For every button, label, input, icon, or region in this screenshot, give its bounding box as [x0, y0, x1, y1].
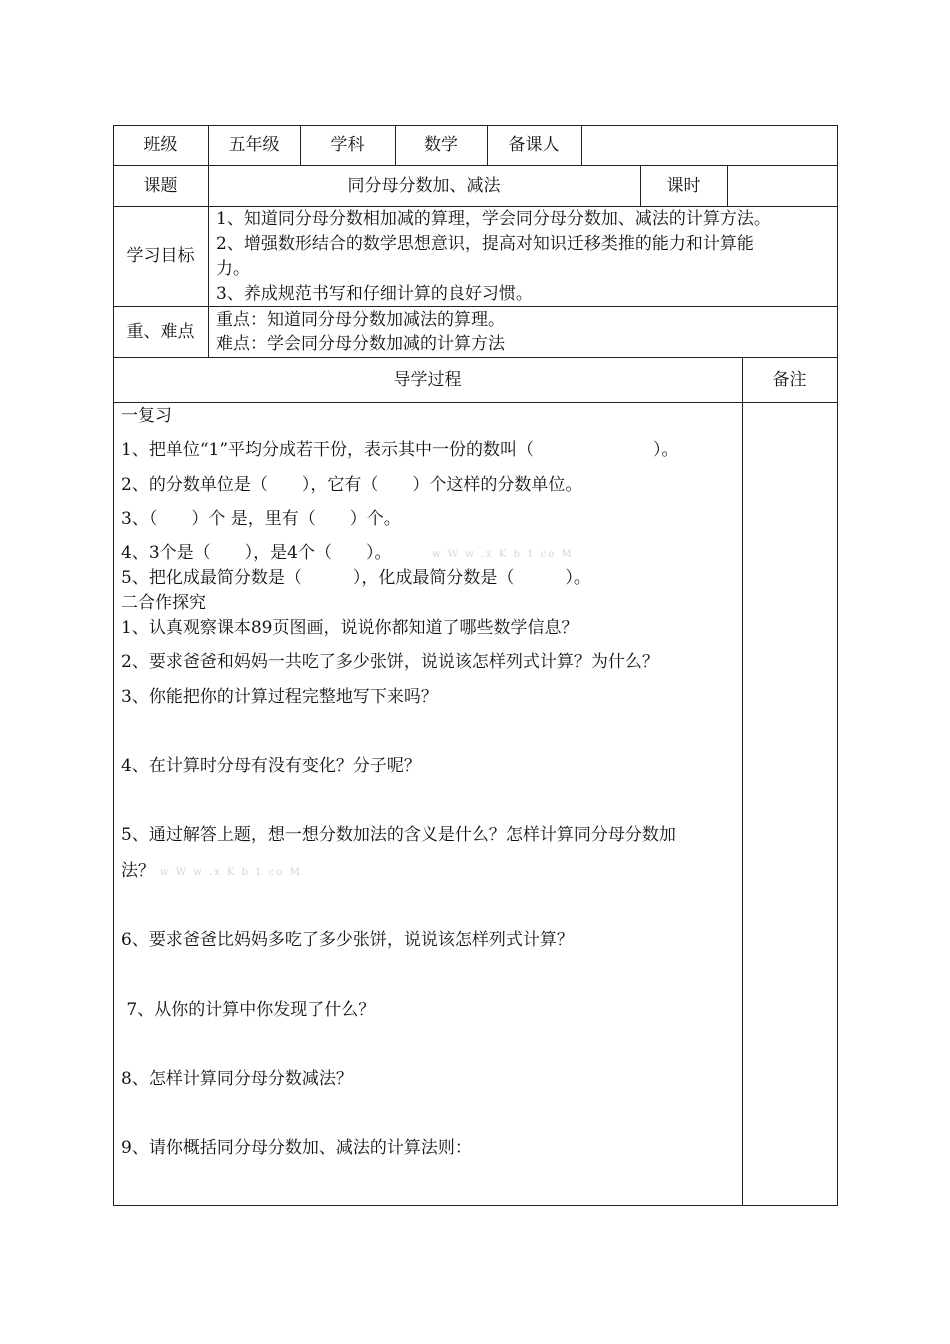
objectives-label: 学习目标 — [126, 246, 195, 266]
period-label: 课时 — [666, 176, 701, 196]
row-divider-objectives — [113, 306, 838, 307]
subject-value: 数学 — [424, 135, 458, 155]
objective-line: 3、养成规范书写和仔细计算的良好习惯。 — [216, 284, 533, 304]
process-header: 导学过程 — [393, 370, 462, 390]
preparer-label: 备课人 — [508, 135, 560, 155]
review-item: 3、（ ）个 是，里有（ ）个。 — [121, 509, 401, 529]
review-item: 4、3个是（ ），是4个（ ）。 — [121, 543, 392, 563]
table-border-left — [113, 125, 114, 1206]
cell-divider — [727, 165, 728, 206]
explore-item: 5、通过解答上题，想一想分数加法的含义是什么？怎样计算同分母分数加 — [121, 825, 676, 845]
topic-value: 同分母分数加、减法 — [347, 176, 501, 196]
class-label: 班级 — [143, 135, 178, 155]
row-divider-process-header — [113, 402, 838, 403]
explore-item: 6、要求爸爸比妈妈多吃了多少张饼，说说该怎样列式计算？ — [121, 930, 574, 950]
objective-line: 力。 — [216, 259, 250, 279]
explore-title: 二合作探究 — [121, 593, 206, 613]
explore-item: 7、从你的计算中你发现了什么？ — [121, 1000, 376, 1020]
notes-header: 备注 — [772, 370, 807, 390]
row-divider-header — [113, 165, 838, 166]
explore-item: 2、要求爸爸和妈妈一共吃了多少张饼，说说该怎样列式计算？为什么？ — [121, 652, 659, 672]
review-item: 1、把单位“1”平均分成若干份，表示其中一份的数叫（ ）。 — [121, 440, 679, 460]
review-title: 一复习 — [121, 406, 172, 426]
explore-item: 8、怎样计算同分母分数减法？ — [121, 1069, 353, 1089]
cell-divider — [581, 125, 582, 165]
row-divider-keypoints — [113, 357, 838, 358]
topic-label: 课题 — [143, 176, 178, 196]
table-border-right — [837, 125, 838, 1206]
row-divider-topic — [113, 206, 838, 207]
keypoints-label: 重、难点 — [126, 322, 195, 342]
explore-item: 1、认真观察课本89页图画，说说你都知道了哪些数学信息？ — [121, 618, 579, 638]
explore-item: 法？ — [121, 861, 155, 881]
watermark: w W w .x K b 1 co M — [432, 549, 574, 560]
subject-label: 学科 — [330, 135, 365, 155]
explore-item: 9、请你概括同分母分数加、减法的计算法则： — [121, 1138, 472, 1158]
explore-item: 3、你能把你的计算过程完整地写下来吗？ — [121, 687, 438, 707]
review-item: 2、的分数单位是（ ），它有（ ）个这样的分数单位。 — [121, 475, 583, 495]
keypoint-line: 重点：知道同分母分数加减法的算理。 — [216, 310, 505, 330]
objective-line: 2、增强数形结合的数学思想意识，提高对知识迁移类推的能力和计算能 — [216, 234, 754, 254]
notes-column-divider — [742, 357, 743, 1205]
table-border-top — [113, 125, 838, 126]
explore-item: 4、在计算时分母有没有变化？分子呢？ — [121, 756, 421, 776]
objective-line: 1、知道同分母分数相加减的算理，学会同分母分数加、减法的计算方法。 — [216, 209, 771, 229]
table-border-bottom — [113, 1205, 838, 1206]
review-item: 5、把化成最简分数是（ ），化成最简分数是（ ）。 — [121, 568, 591, 588]
keypoint-line: 难点：学会同分母分数加减的计算方法 — [216, 334, 505, 354]
watermark: w W w .x K b 1 co M — [160, 867, 302, 878]
class-value: 五年级 — [228, 135, 280, 155]
